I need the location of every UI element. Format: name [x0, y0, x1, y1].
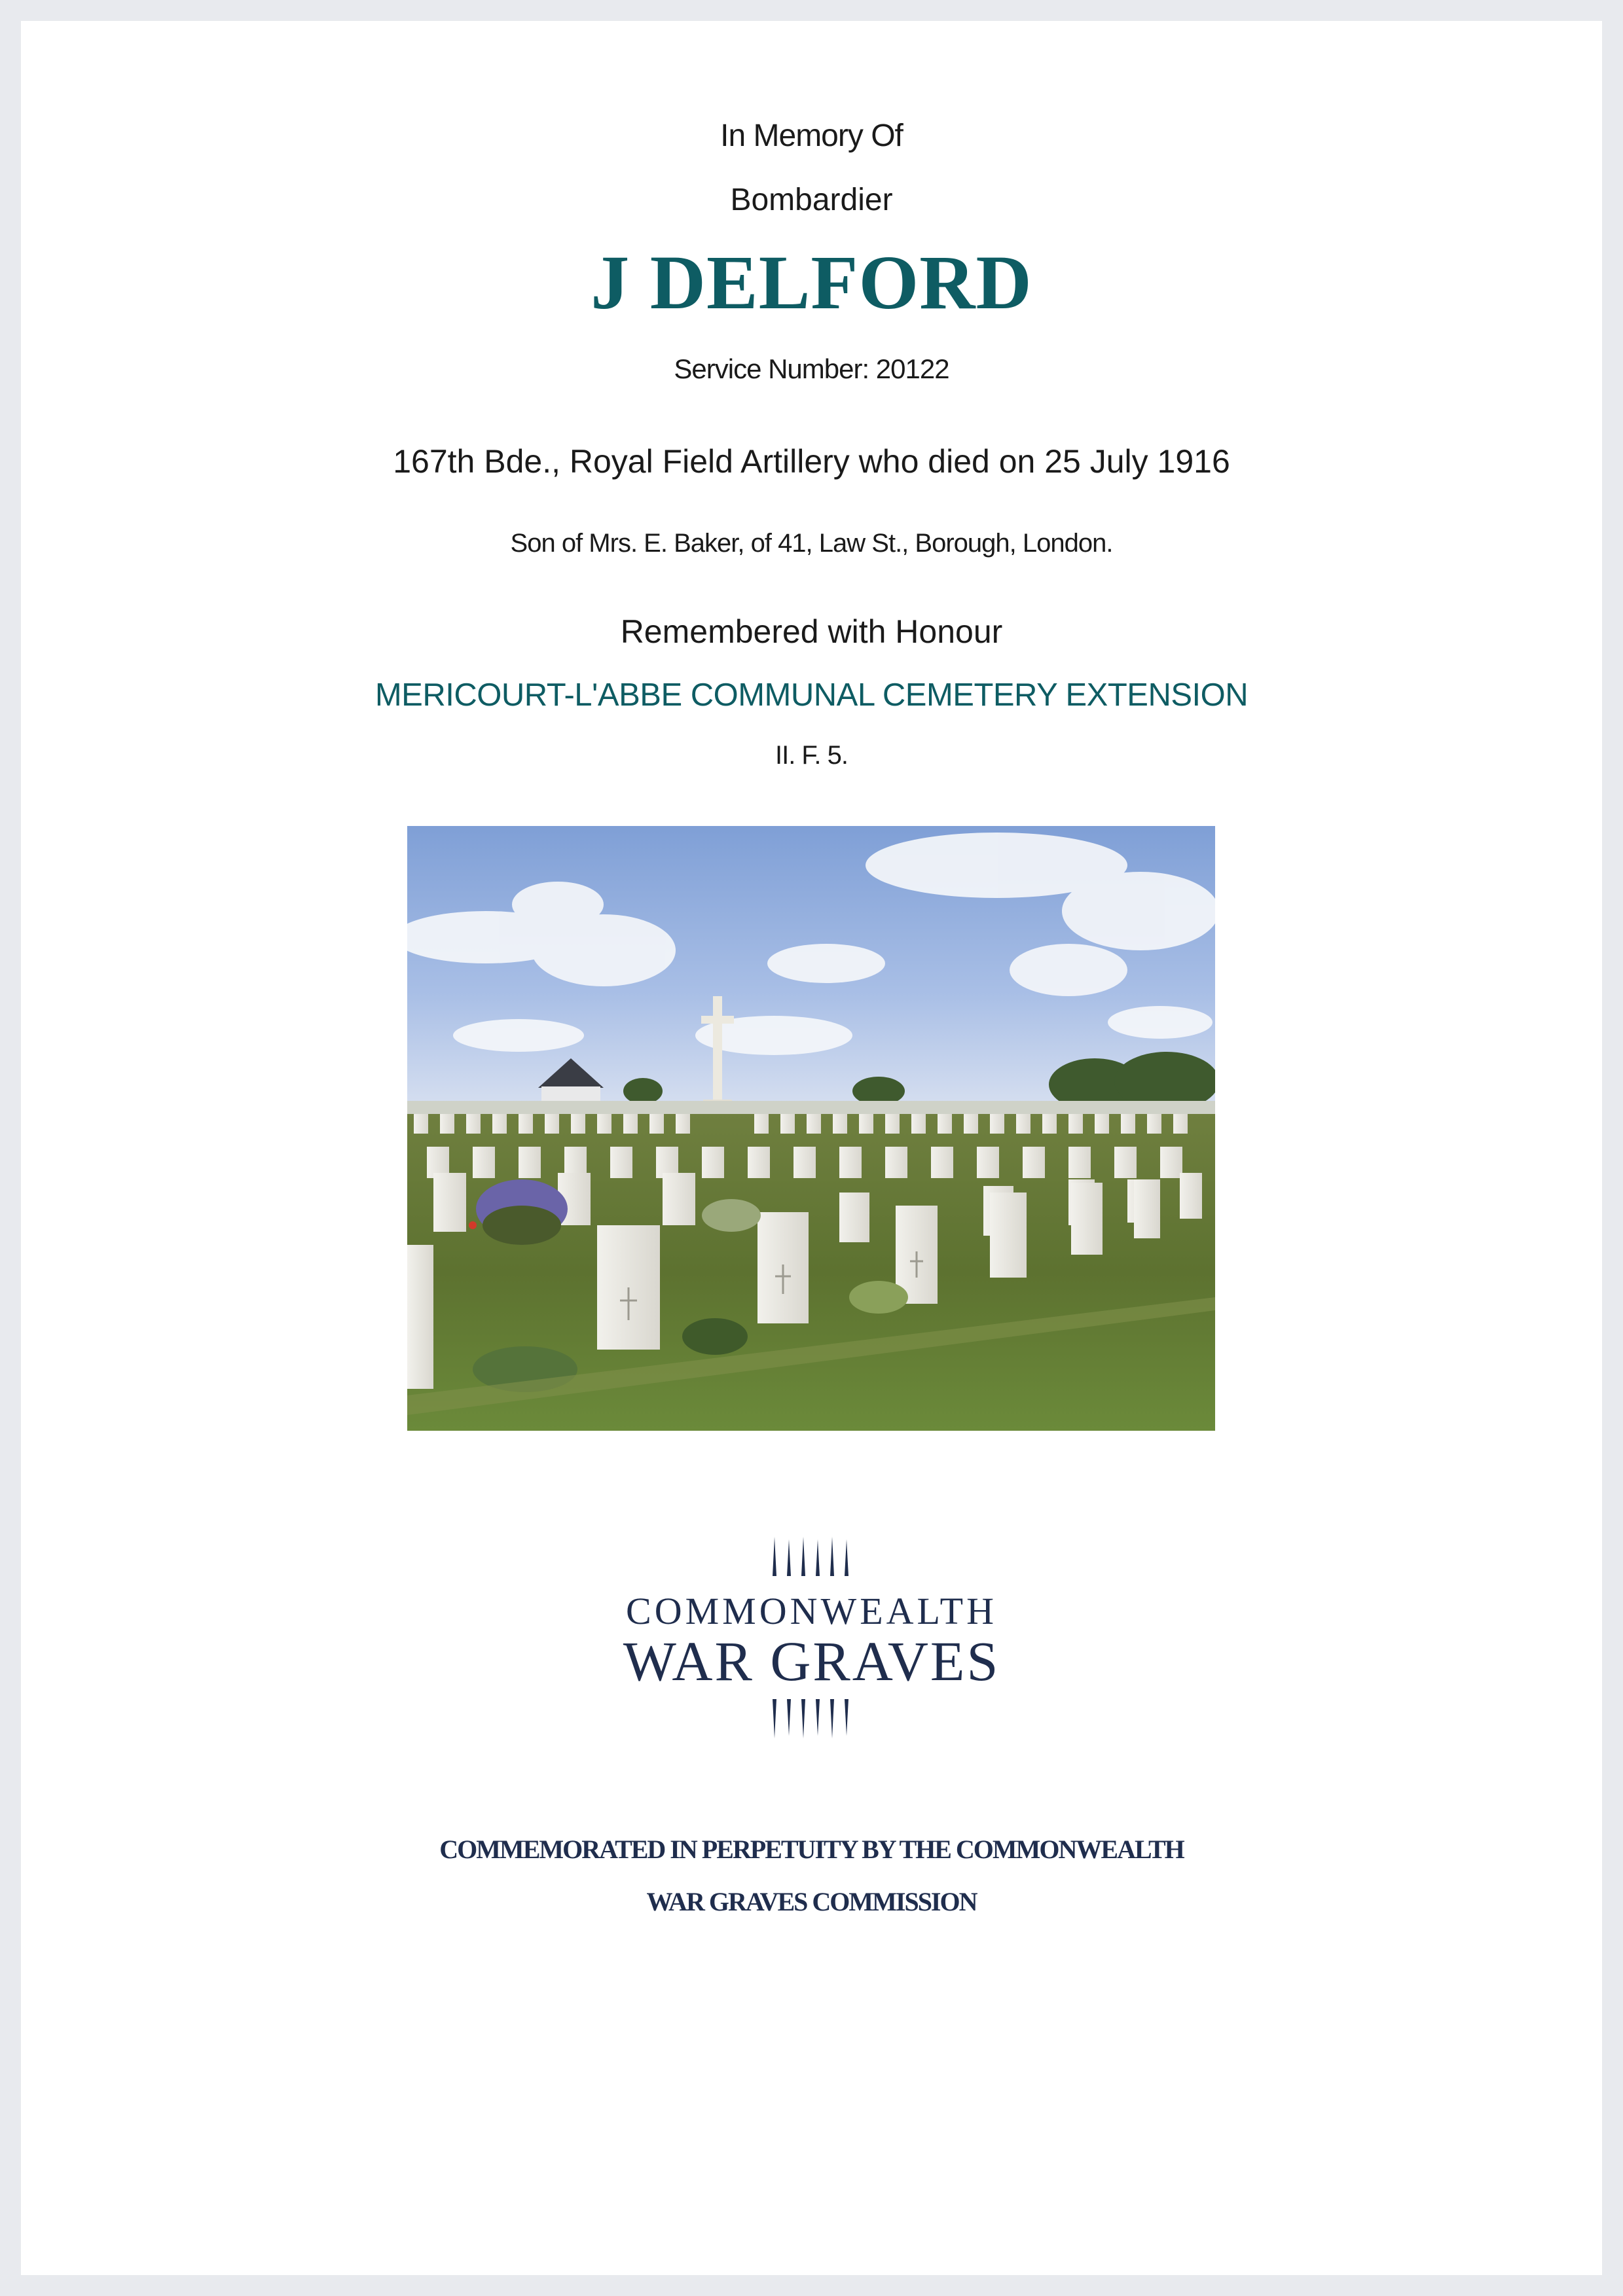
cemetery-photo	[407, 826, 1215, 1431]
certificate-page	[21, 21, 1602, 2275]
rank-label: Bombardier	[730, 183, 893, 217]
logo-spikes-bottom-icon	[769, 1699, 854, 1738]
casualty-name: J DELFORD	[591, 240, 1032, 325]
service-number: Service Number: 20122	[674, 353, 949, 384]
cwgc-logo	[21, 1513, 1602, 1736]
logo-commonwealth: COMMONWEALTH	[626, 1590, 997, 1632]
grave-reference: II. F. 5.	[775, 741, 848, 770]
logo-war-graves: WAR GRAVES	[623, 1630, 1000, 1693]
remembered-with-honour: Remembered with Honour	[620, 613, 1003, 650]
cemetery-name: MERICOURT-L'ABBE COMMUNAL CEMETERY EXTENSION	[374, 677, 1249, 713]
commemoration-line-1: COMMEMORATED IN PERPETUITY BY THE COMMONWEALTH	[439, 1835, 1184, 1864]
family-info: Son of Mrs. E. Baker, of 41, Law St., Borough, London.	[510, 529, 1113, 558]
in-memory-heading: In Memory Of	[720, 118, 903, 153]
logo-spikes-top-icon	[769, 1537, 854, 1576]
unit-and-death-date: 167th Bde., Royal Field Artillery who died on 25 July 1916	[393, 443, 1230, 480]
commemoration-line-2: WAR GRAVES COMMISSION	[646, 1887, 977, 1916]
